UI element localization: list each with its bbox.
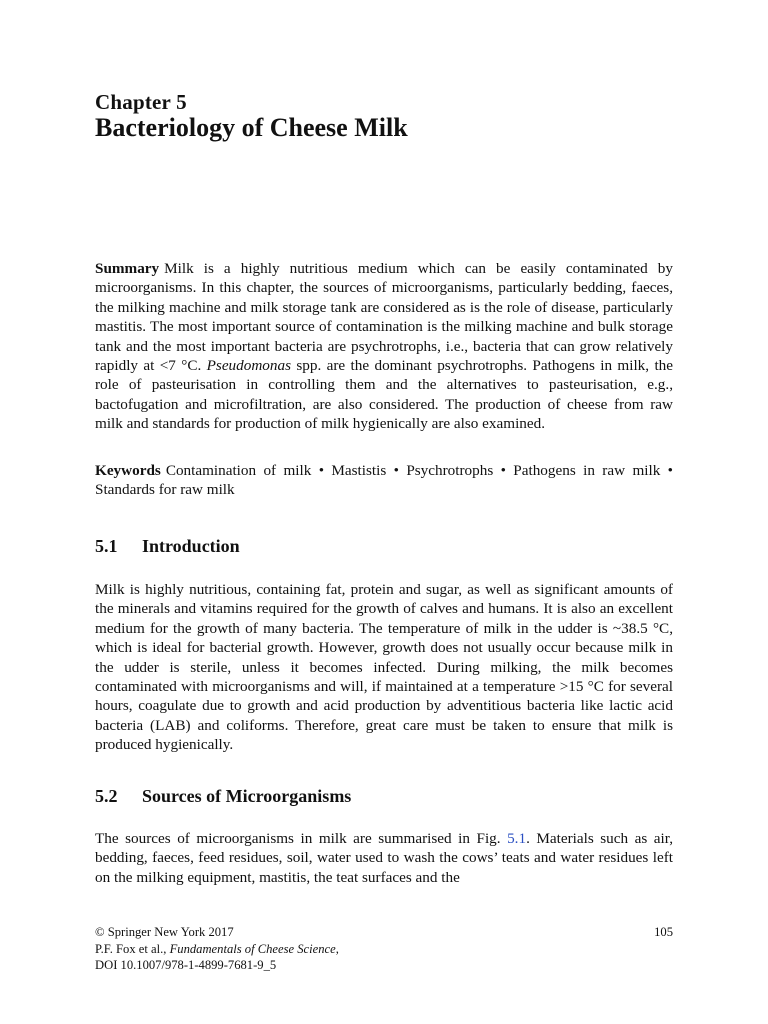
- page-number: 105: [654, 925, 673, 939]
- introduction-paragraph: Milk is highly nutritious, containing fat, protein and sugar, as well as significant amounts of the minerals and vitamins required for the growth of calves and humans. It is also an excellent medium for the growth of many bacteria. The temperature of milk in the udder is ~38.5 °C, which is ideal for bacterial growth. However, growth does not usually occur because milk in the udder is sterile, unless it becomes infected. During milking, the milk becomes contaminated with microorganisms and will, if maintained at a temperature >15 °C for several hours, coagulate due to growth and acid production by adventitious bacteria like lactic acid bacteria (LAB) and coliforms. Therefore, great care must be taken to ensure that milk is produced hygienically.: [95, 581, 673, 754]
- citation-line: [95, 941, 673, 958]
- keywords-lead: Keywords: [95, 462, 161, 479]
- copyright-line: © Springer New York 2017: [95, 925, 234, 939]
- section-title: Sources of Microorganisms: [142, 786, 352, 806]
- section-title: Introduction: [142, 536, 240, 556]
- citation-suffix: ,: [335, 941, 339, 956]
- page-footer: [95, 924, 673, 974]
- sources-paragraph: [95, 829, 673, 887]
- section-heading-sources: [95, 786, 351, 807]
- sources-text: The sources of microorganisms in milk are summarised in Fig.: [95, 830, 508, 847]
- citation-book-title: Fundamentals of Cheese Science: [169, 941, 336, 956]
- summary-lead: Summary: [95, 260, 160, 277]
- section-number: 5.2: [95, 786, 118, 806]
- chapter-label: Chapter 5: [95, 90, 187, 114]
- keywords-paragraph: [95, 461, 673, 500]
- summary-paragraph: [95, 259, 673, 434]
- keywords-text: Contamination of milk • Mastistis • Psychrotrophs • Pathogens in raw milk • Standards for raw milk: [95, 462, 673, 499]
- chapter-title: Bacteriology of Cheese Milk: [95, 113, 408, 142]
- summary-text: Milk is a highly nutritious medium which can be easily contaminated by microorganisms. In this chapter, the sources of microorganisms, particularly bedding, faeces, the milking machine and milk storage tank are considered as is the role of disease, particularly mastitis. The most important source of contamination is the milking machine and bulk storage tank and the most important bacteria are psychrotrophs, i.e., bacteria that can grow relatively rapidly at <7 °C.: [95, 260, 673, 375]
- doi-line[interactable]: DOI 10.1007/978-1-4899-7681-9_5: [95, 958, 277, 973]
- citation-authors: P.F. Fox et al.,: [95, 941, 170, 956]
- figure-link[interactable]: 5.1: [507, 830, 527, 847]
- summary-text-continued: spp. are the dominant psychrotrophs. Pathogens in milk, the role of pasteurisation in controlling them and the alternatives to pasteurisation, e.g., bactofugation and microfiltration, are also considered. The production of cheese from raw milk and standards for production of milk hygienically are also examined.: [95, 357, 673, 433]
- section-number: 5.1: [95, 536, 118, 556]
- section-heading-introduction: [95, 536, 240, 557]
- sources-text-continued: . Materials such as air, bedding, faeces, feed residues, soil, water used to wash the cows’ teats and water residues left on the milking equipment, mastitis, the teat surfaces and the: [95, 830, 673, 886]
- summary-italic-genus: Pseudomonas: [206, 357, 291, 375]
